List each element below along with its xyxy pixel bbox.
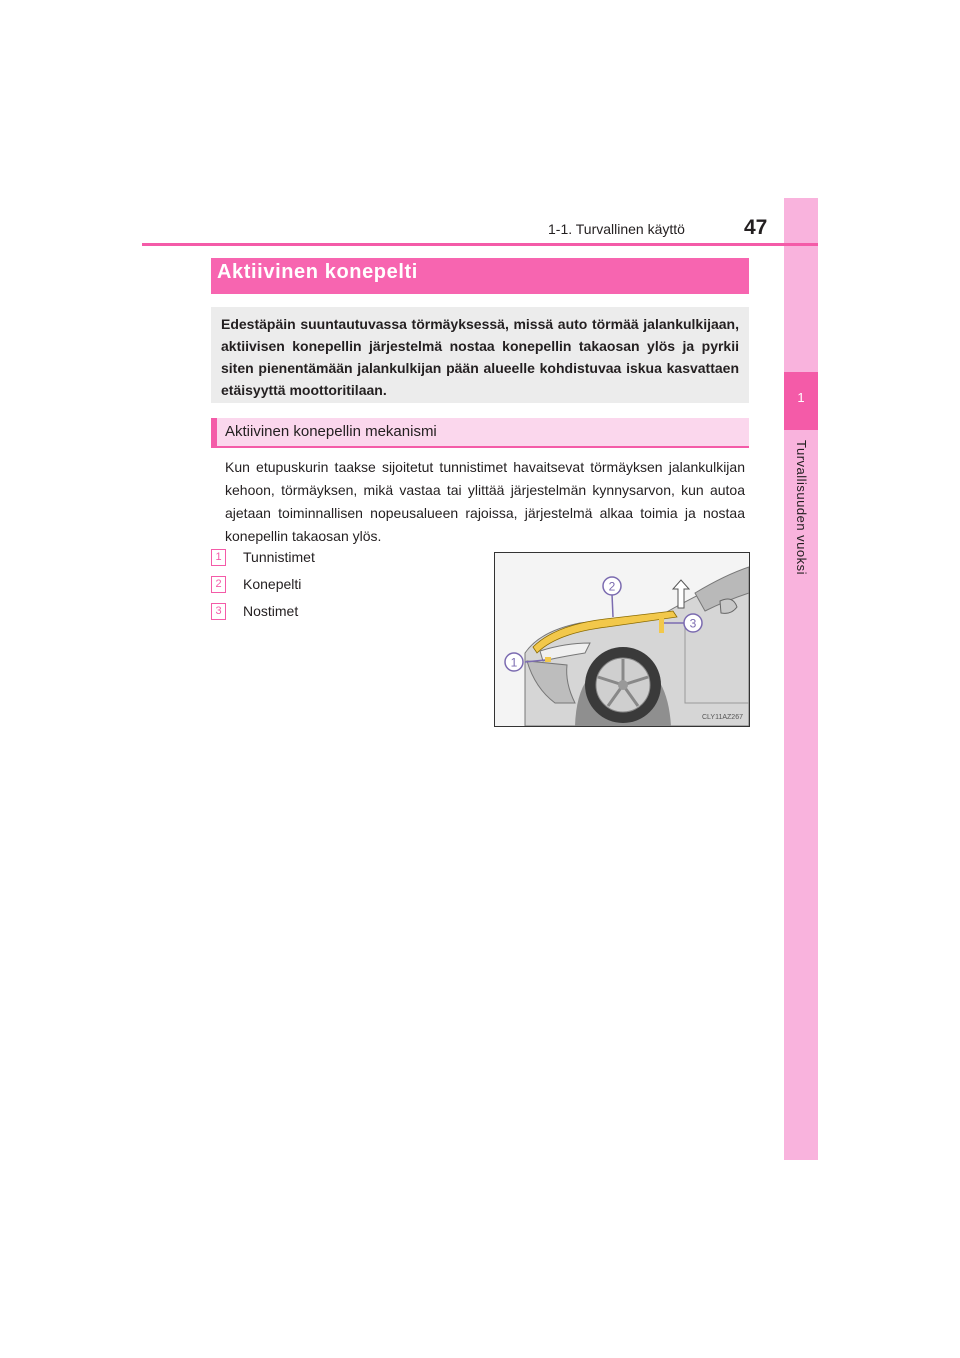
body-paragraph: Kun etupuskurin taakse sijoitetut tunnistimet havaitsevat törmäyksen jalankulkijan kehoon, törmäyksen, mikä vastaa tai ylittää järjestelmän kynnysarvon, kun autoa ajetaan toiminnallisen nopeusalueen rajoissa, järjestelmä alkaa toimia ja nostaa konepellin takaosan ylös. <box>225 459 745 544</box>
callout-leader-2 <box>612 594 613 617</box>
figure-code: CLY11AZ267 <box>702 714 743 721</box>
callout-number-2: 2 <box>608 579 616 594</box>
legend-number-badge: 1 <box>211 549 226 566</box>
car-front-drawing <box>495 553 749 726</box>
chapter-title: Turvallisuuden vuoksi <box>794 440 809 576</box>
intro-box <box>211 307 749 403</box>
page-number: 47 <box>744 216 768 239</box>
banner-title: Aktiivinen konepelti <box>217 261 418 283</box>
header-rule <box>142 243 818 246</box>
hood-lifter <box>659 615 664 633</box>
subheading-accent-bar <box>211 418 217 446</box>
chapter-side-tab <box>784 198 818 1160</box>
legend-number-badge: 2 <box>211 576 226 593</box>
subheading <box>211 418 749 448</box>
legend-number-badge: 3 <box>211 603 226 620</box>
legend-label: Nostimet <box>243 603 299 619</box>
callout-number-3: 3 <box>689 616 697 631</box>
intro-text: Edestäpäin suuntautuvassa törmäyksessä, missä auto törmää jalankulkijaan, aktiivisen konepellin järjestelmä nostaa konepellin takaosan ylös ja pyrkii siten pienentämään jalankulkijan pään alueelle kohdistuvaa iskua kasvattaen etäisyyttä moottoritilaan. <box>221 316 739 398</box>
section-banner <box>211 258 749 294</box>
wheel-hub <box>618 680 628 690</box>
subheading-title: Aktiivinen konepellin mekanismi <box>225 423 437 440</box>
legend-label: Konepelti <box>243 576 302 592</box>
car-hood-illustration <box>494 552 750 727</box>
chapter-number: 1 <box>797 390 805 405</box>
section-title: 1-1. Turvallinen käyttö <box>548 221 685 237</box>
legend-label: Tunnistimet <box>243 549 315 565</box>
sensor-marker <box>545 657 551 662</box>
callout-number-1: 1 <box>510 655 518 670</box>
